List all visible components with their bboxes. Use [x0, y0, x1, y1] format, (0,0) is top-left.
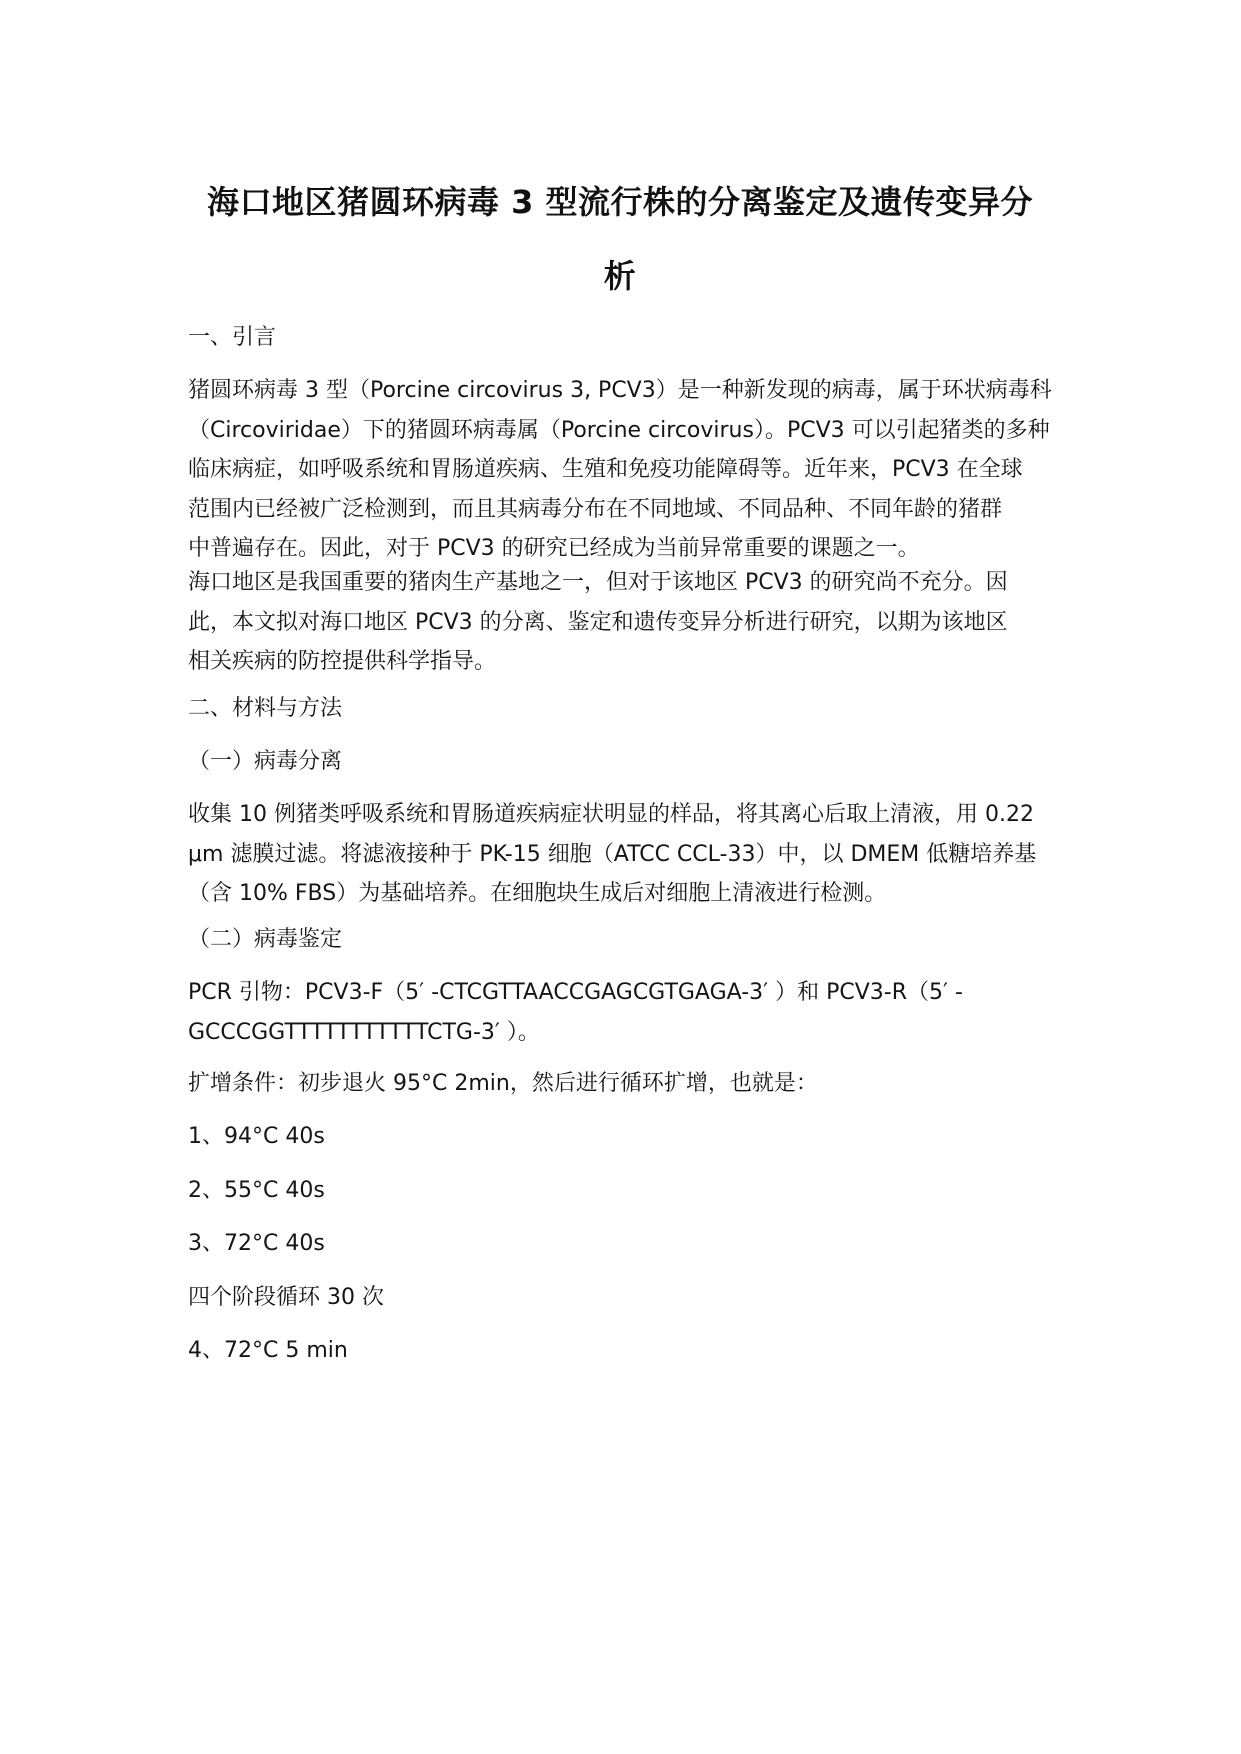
paragraph-pcr-primers — [188, 973, 1068, 1052]
document-title-line-1: 海口地区猪圆环病毒 3 型流行株的分离鉴定及遗传变异分 — [206, 183, 1034, 221]
pcr-step-2: 2、55°C 40s — [188, 1178, 325, 1203]
text-line: GCCCGGTTTTTTTTTTTCTG-3′ ）。 — [188, 1019, 540, 1045]
section-heading-methods: 二、材料与方法 — [188, 696, 343, 721]
text-line: μm 滤膜过滤。将滤液接种于 PK-15 细胞（ATCC CCL-33）中，以 DMEM 低糖培养基 — [188, 841, 1037, 867]
paragraph-intro-1 — [188, 371, 1068, 569]
pcr-step-3: 3、72°C 40s — [188, 1231, 325, 1256]
text-line: 相关疾病的防控提供科学指导。 — [188, 649, 497, 674]
text-line: （Circoviridae）下的猪圆环病毒属（Porcine circovirus）。PCV3 可以引起猪类的多种 — [188, 417, 1050, 443]
pcr-step-4: 4、72°C 5 min — [188, 1338, 348, 1363]
text-line: 此，本文拟对海口地区 PCV3 的分离、鉴定和遗传变异分析进行研究，以期为该地区 — [188, 609, 1008, 635]
paragraph-amplification-conditions: 扩增条件：初步退火 95°C 2min，然后进行循环扩增，也就是： — [188, 1071, 818, 1096]
pcr-step-1: 1、94°C 40s — [188, 1124, 325, 1149]
text-line: PCR 引物：PCV3-F（5′ -CTCGTTAACCGAGCGTGAGA-3′ ）和 PCV3-R（5′ - — [188, 980, 963, 1005]
pcr-cycle-count: 四个阶段循环 30 次 — [188, 1285, 384, 1310]
text-line: 海口地区是我国重要的猪肉生产基地之一，但对于该地区 PCV3 的研究尚不充分。因 — [188, 570, 1008, 595]
section-heading-intro: 一、引言 — [188, 325, 277, 350]
paragraph-intro-2 — [188, 563, 1068, 682]
text-line: 范围内已经被广泛检测到，而且其病毒分布在不同地域、不同品种、不同年龄的猪群 — [188, 496, 1003, 522]
text-line: 收集 10 例猪类呼吸系统和胃肠道疾病症状明显的样品，将其离心后取上清液，用 0.22 — [188, 802, 1034, 827]
document-title-line-2: 析 — [603, 257, 637, 295]
text-line: 临床病症，如呼吸系统和胃肠道疾病、生殖和免疫功能障碍等。近年来，PCV3 在全球 — [188, 457, 1023, 482]
subsection-heading-isolation: （一）病毒分离 — [188, 749, 343, 774]
text-line: （含 10% FBS）为基础培养。在细胞块生成后对细胞上清液进行检测。 — [188, 881, 887, 906]
paragraph-isolation — [188, 795, 1068, 914]
text-line: 中普遍存在。因此，对于 PCV3 的研究已经成为当前异常重要的课题之一。 — [188, 536, 920, 561]
subsection-heading-identification: （二）病毒鉴定 — [188, 927, 343, 952]
text-line: 猪圆环病毒 3 型（Porcine circovirus 3, PCV3）是一种新发现的病毒，属于环状病毒科 — [188, 378, 1052, 403]
